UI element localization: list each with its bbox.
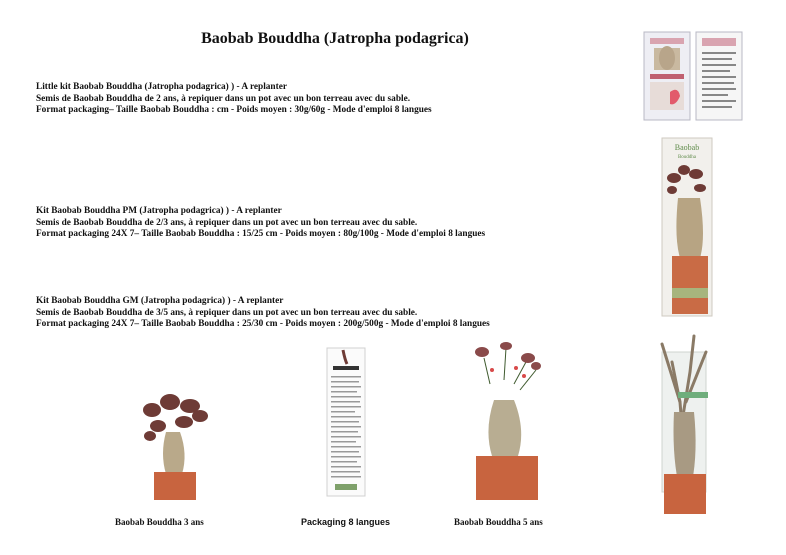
- section-description: Semis de Baobab Bouddha de 3/5 ans, à repiquer dans un pot avec un bon terreau avec du sable.: [36, 307, 418, 318]
- section-little-kit: [36, 82, 432, 117]
- small-plant-image: [140, 392, 210, 502]
- section-format: Format packaging 24X 7– Taille Baobab Bouddha : 25/30 cm - Poids moyen : 200g/500g - Mode d'emploi 8 langues: [36, 319, 490, 329]
- package-brand-label: Baobab: [674, 143, 700, 152]
- section-format: Format packaging– Taille Baobab Bouddha : cm - Poids moyen : 30g/60g - Mode d'emploi 8 langues: [36, 105, 432, 115]
- kit-gm-package-image: [650, 332, 720, 517]
- caption-packaging: Packaging 8 langues: [301, 517, 391, 527]
- section-kit-gm: [36, 296, 490, 331]
- caption-small-plant: Baobab Bouddha 3 ans: [115, 517, 204, 527]
- packaging-leaflet-image: [325, 346, 369, 498]
- large-plant-image: [470, 340, 545, 505]
- section-heading: Kit Baobab Bouddha GM (Jatropha podagrica) ) - A replanter: [36, 296, 284, 306]
- section-format: Format packaging 24X 7– Taille Baobab Bouddha : 15/25 cm - Poids moyen : 80g/100g - Mode d'emploi 8 langues: [36, 229, 486, 239]
- section-heading: Little kit Baobab Bouddha (Jatropha podagrica) ) - A replanter: [36, 82, 287, 92]
- section-kit-pm: [36, 206, 485, 241]
- section-description: Semis de Baobab Bouddha de 2/3 ans, à repiquer dans un pot avec un bon terreau avec du sable.: [36, 217, 418, 228]
- package-sub-label: Bouddha: [677, 155, 697, 160]
- little-kit-pouch-image: [640, 30, 750, 125]
- section-heading: Kit Baobab Bouddha PM (Jatropha podagrica) ) - A replanter: [36, 206, 282, 216]
- page-title: Baobab Bouddha (Jatropha podagrica): [201, 30, 469, 47]
- kit-pm-package-image: [660, 138, 720, 318]
- caption-large-plant: Baobab Bouddha 5 ans: [454, 517, 543, 527]
- section-description: Semis de Baobab Bouddha de 2 ans, à repiquer dans un pot avec un bon terreau avec du sable.: [36, 93, 411, 104]
